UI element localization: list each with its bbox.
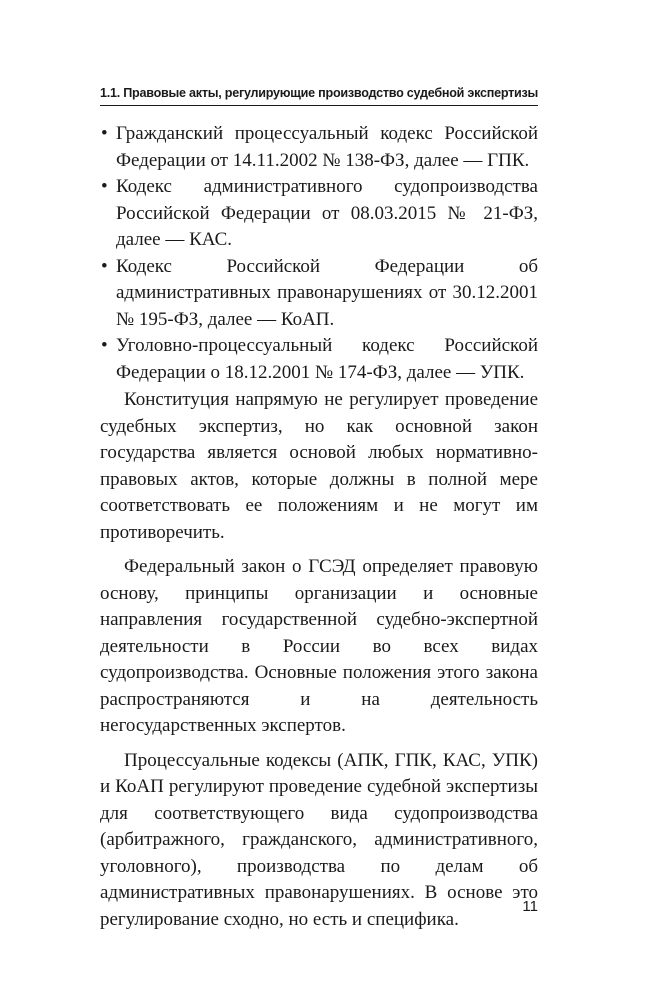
bullet-list [100, 121, 538, 386]
bullet-icon: • [101, 123, 108, 144]
list-item-text: Гражданский процессуальный кодекс Российской Федерации от 14.11.2002 № 138-ФЗ, далее — ГПК. [116, 123, 538, 171]
page-number: 11 [522, 898, 538, 915]
page-body [100, 121, 538, 933]
list-item [100, 333, 538, 386]
paragraph-constitution: Конституция напрямую не регулирует проведение судебных экспертиз, но как основной закон государства является основой любых нормативно-правовых актов, которые должны в полной мере соответствовать ее положениям и не могут им противоречить. [100, 389, 538, 543]
bullet-icon: • [101, 176, 108, 197]
paragraph-federal-law: Федеральный закон о ГСЭД определяет правовую основу, принципы организации и основные направления государственной судебно-экспертной деятельности в России во всех видах судопроизводства. Основные положения этого закона распространяются и на деятельность негосударственных экспертов. [100, 556, 538, 736]
running-header: 1.1. Правовые акты, регулирующие производство судебной экспертизы [100, 86, 539, 100]
paragraph-procedural-codes: Процессуальные кодексы (АПК, ГПК, КАС, УПК) и КоАП регулируют проведение судебной экспертизы для соответствующего вида судопроизводства (арбитражного, гражданского, административного, уголовного), производства по делам об административных правонарушениях. В основе это регулирование сходно, но есть и специфика. [100, 749, 538, 930]
list-item [100, 174, 538, 254]
list-item-text: Кодекс административного судопроизводства Российской Федерации от 08.03.2015 № 21-ФЗ, далее — КАС. [116, 176, 538, 250]
list-item [100, 254, 538, 334]
list-item [100, 121, 538, 174]
bullet-icon: • [101, 335, 108, 356]
header-rule [100, 105, 538, 106]
list-item-text: Кодекс Российской Федерации об административных правонарушениях от 30.12.2001 № 195-ФЗ, далее — КоАП. [116, 255, 538, 330]
bullet-icon: • [101, 255, 108, 277]
list-item-text: Уголовно-процессуальный кодекс Российской Федерации о 18.12.2001 № 174-ФЗ, далее — УПК. [116, 335, 538, 383]
